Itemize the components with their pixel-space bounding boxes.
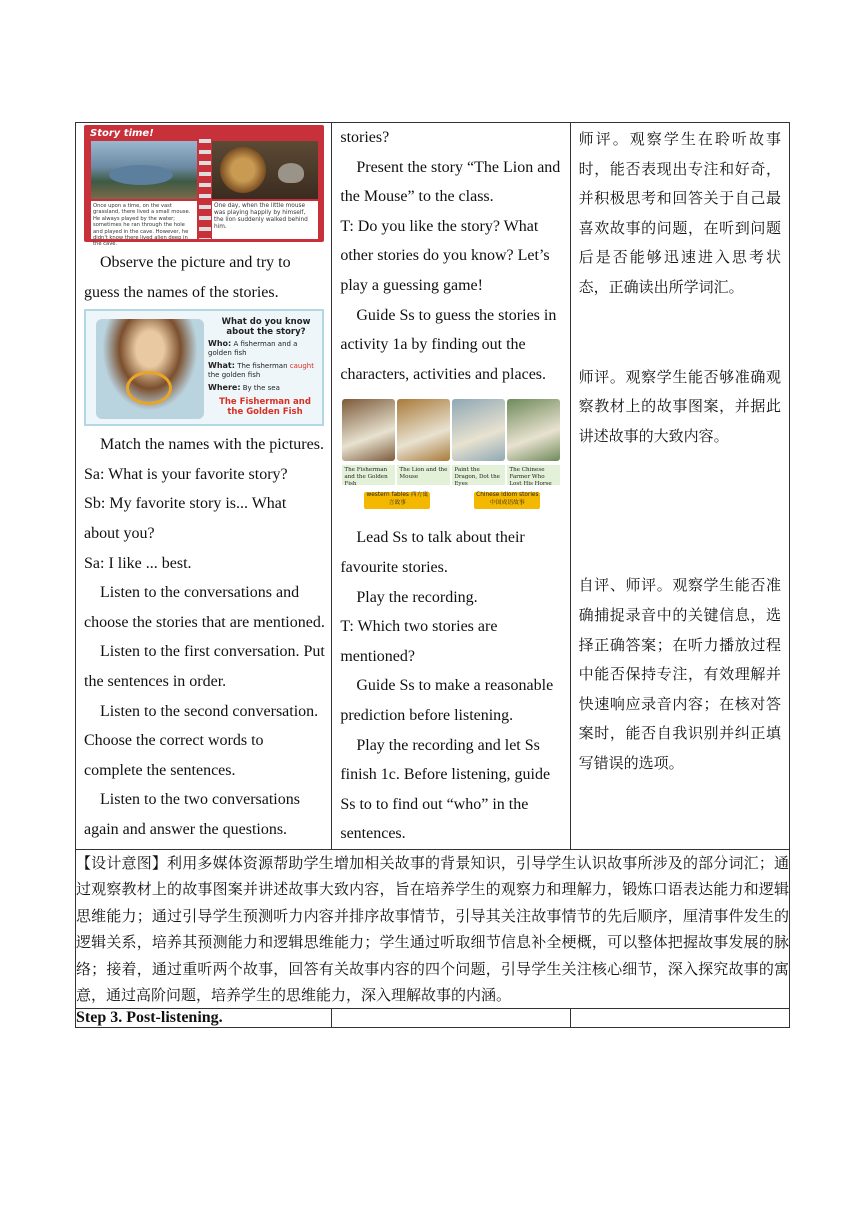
student-activity-line: Sa: I like ... best. bbox=[84, 554, 192, 572]
notebook-rings bbox=[199, 139, 211, 239]
card-heading: What do you know about the story? bbox=[221, 317, 311, 338]
evaluation-2: 师评。观察学生能否够准确观察教材上的故事图案，并据此讲述故事的大致内容。 bbox=[578, 367, 781, 445]
student-activity-cell bbox=[76, 123, 332, 850]
fisherman-story-card bbox=[84, 309, 324, 426]
student-activity-text bbox=[84, 430, 325, 844]
teacher-activity-line: Guide Ss to guess the stories in activity 1a by finding out the characters, activities and places. bbox=[340, 306, 557, 383]
card-title: The Fisherman and the Golden Fish bbox=[219, 397, 311, 418]
teacher-activity-line: Play the recording. bbox=[356, 588, 478, 606]
student-activity-line: Listen to the first conversation. Put the sentences in order. bbox=[84, 643, 325, 690]
card-who: Who: A fisherman and a golden fish bbox=[208, 339, 298, 358]
evaluation-1: 师评。观察学生在聆听故事时，能否表现出专注和好奇，并积极思考和回答关于自己最喜欢故事的问题，在听到问题后是否能够迅速进入思考状态，正确读出所学词汇。 bbox=[578, 130, 781, 296]
teacher-activity-line: T: Do you like the story? What other stories do you know? Let’s play a guessing game! bbox=[340, 217, 550, 294]
teacher-activity-line: Play the recording and let Ss finish 1c. Before listening, guide Ss to to find out “who” in the sentences. bbox=[340, 736, 551, 843]
story-panel-image bbox=[342, 399, 395, 461]
teacher-activity-line: Guide Ss to make a reasonable prediction before listening. bbox=[340, 677, 554, 724]
student-activity-line: Listen to the two conversations again and answer the questions. bbox=[84, 791, 300, 838]
step3-teacher-cell bbox=[332, 1009, 570, 1028]
story-time-illustration bbox=[84, 125, 324, 248]
teacher-activity-line: T: Which two stories are mentioned? bbox=[340, 618, 498, 665]
story-text-right: One day, when the little mouse was playing happily by himself, the lion suddenly walked behind him. bbox=[212, 201, 318, 239]
story-panel-image bbox=[507, 399, 560, 461]
story-panel-label: The Chinese Farmer Who Lost His Horse bbox=[507, 465, 560, 485]
lesson-table bbox=[75, 122, 790, 1028]
student-activity-line: Match the names with the pictures. bbox=[100, 436, 324, 454]
story-panel-label: Paint the Dragon, Dot the Eyes bbox=[452, 465, 505, 485]
stories-panel-strip bbox=[340, 399, 562, 519]
story-panel-label: The Lion and the Mouse bbox=[397, 465, 450, 485]
student-activity-line: Listen to the second conversation. Choose the correct words to complete the sentences. bbox=[84, 702, 319, 779]
teacher-activity-line: Present the story “The Lion and the Mouse” to the class. bbox=[340, 158, 561, 206]
student-activity-line: Listen to the conversations and choose the stories that are mentioned. bbox=[84, 584, 325, 631]
teacher-activity-text-top bbox=[340, 123, 563, 389]
step3-row bbox=[76, 1009, 790, 1028]
teacher-activity-cell bbox=[332, 123, 570, 850]
story-text-left: Once upon a time, on the vast grassland, there lived a small mouse. He always played by the water; sometimes he ran through the hole and played in the cave. However, he didn't know there lived alien deep in the cave. bbox=[91, 201, 197, 239]
student-activity-line: Sa: What is your favorite story? bbox=[84, 465, 288, 483]
card-what: What: The fisherman caught the golden fish bbox=[208, 361, 314, 380]
design-intent-row bbox=[76, 849, 790, 1008]
lion-mouse-image bbox=[212, 141, 318, 199]
teacher-activity-text-bottom bbox=[340, 523, 563, 849]
story-panel-image bbox=[452, 399, 505, 461]
student-activity-line: Sb: My favorite story is... What about you? bbox=[84, 495, 287, 542]
activity-row bbox=[76, 123, 790, 850]
evaluation-cell bbox=[570, 123, 789, 850]
teacher-activity-line: Lead Ss to talk about their favourite stories. bbox=[340, 529, 525, 576]
step3-heading: Step 3. Post-listening. bbox=[76, 1009, 332, 1028]
story-panel-label: The Fisherman and the Golden Fish bbox=[342, 465, 395, 485]
grassland-pond-image bbox=[91, 141, 197, 199]
fisherman-image bbox=[96, 319, 204, 419]
magnifier-icon bbox=[126, 371, 172, 405]
teacher-activity-line: stories? bbox=[340, 129, 390, 146]
observe-instruction: Observe the picture and try to guess the names of the stories. bbox=[84, 254, 291, 301]
card-where: Where: By the sea bbox=[208, 383, 280, 393]
story-time-label: Story time! bbox=[90, 128, 154, 139]
western-fables-badge: western fables 西方寓言故事 bbox=[364, 492, 430, 509]
step3-eval-cell bbox=[570, 1009, 789, 1028]
story-panel-image bbox=[397, 399, 450, 461]
chinese-idiom-badge: Chinese idiom stories 中国成语故事 bbox=[474, 492, 540, 509]
design-intent: 【设计意图】利用多媒体资源帮助学生增加相关故事的背景知识，引导学生认识故事所涉及的部分词汇；通过观察教材上的故事图案并讲述故事大致内容，旨在培养学生的观察力和理解力，锻炼口语表达能力和逻辑思维能力；通过引导学生预测听力内容并排序故事情节，引导其关注故事情节的先后顺序，厘清事件发生的逻辑关系，培养其预测能力和逻辑思维能力；学生通过听取细节信息补全梗概，可以整体把握故事发展的脉络；接着，通过重听两个故事，回答有关故事内容的四个问题，引导学生关注核心细节，深入探究故事的寓意，通过高阶问题，培养学生的思维能力，深入理解故事的内涵。 bbox=[76, 849, 790, 1008]
evaluation-3: 自评、师评。观察学生能否准确捕捉录音中的关键信息，选择正确答案；在听力播放过程中能否保持专注，有效理解并快速响应录音内容；在核对答案时，能否自我识别并纠正填写错误的选项。 bbox=[578, 576, 781, 772]
